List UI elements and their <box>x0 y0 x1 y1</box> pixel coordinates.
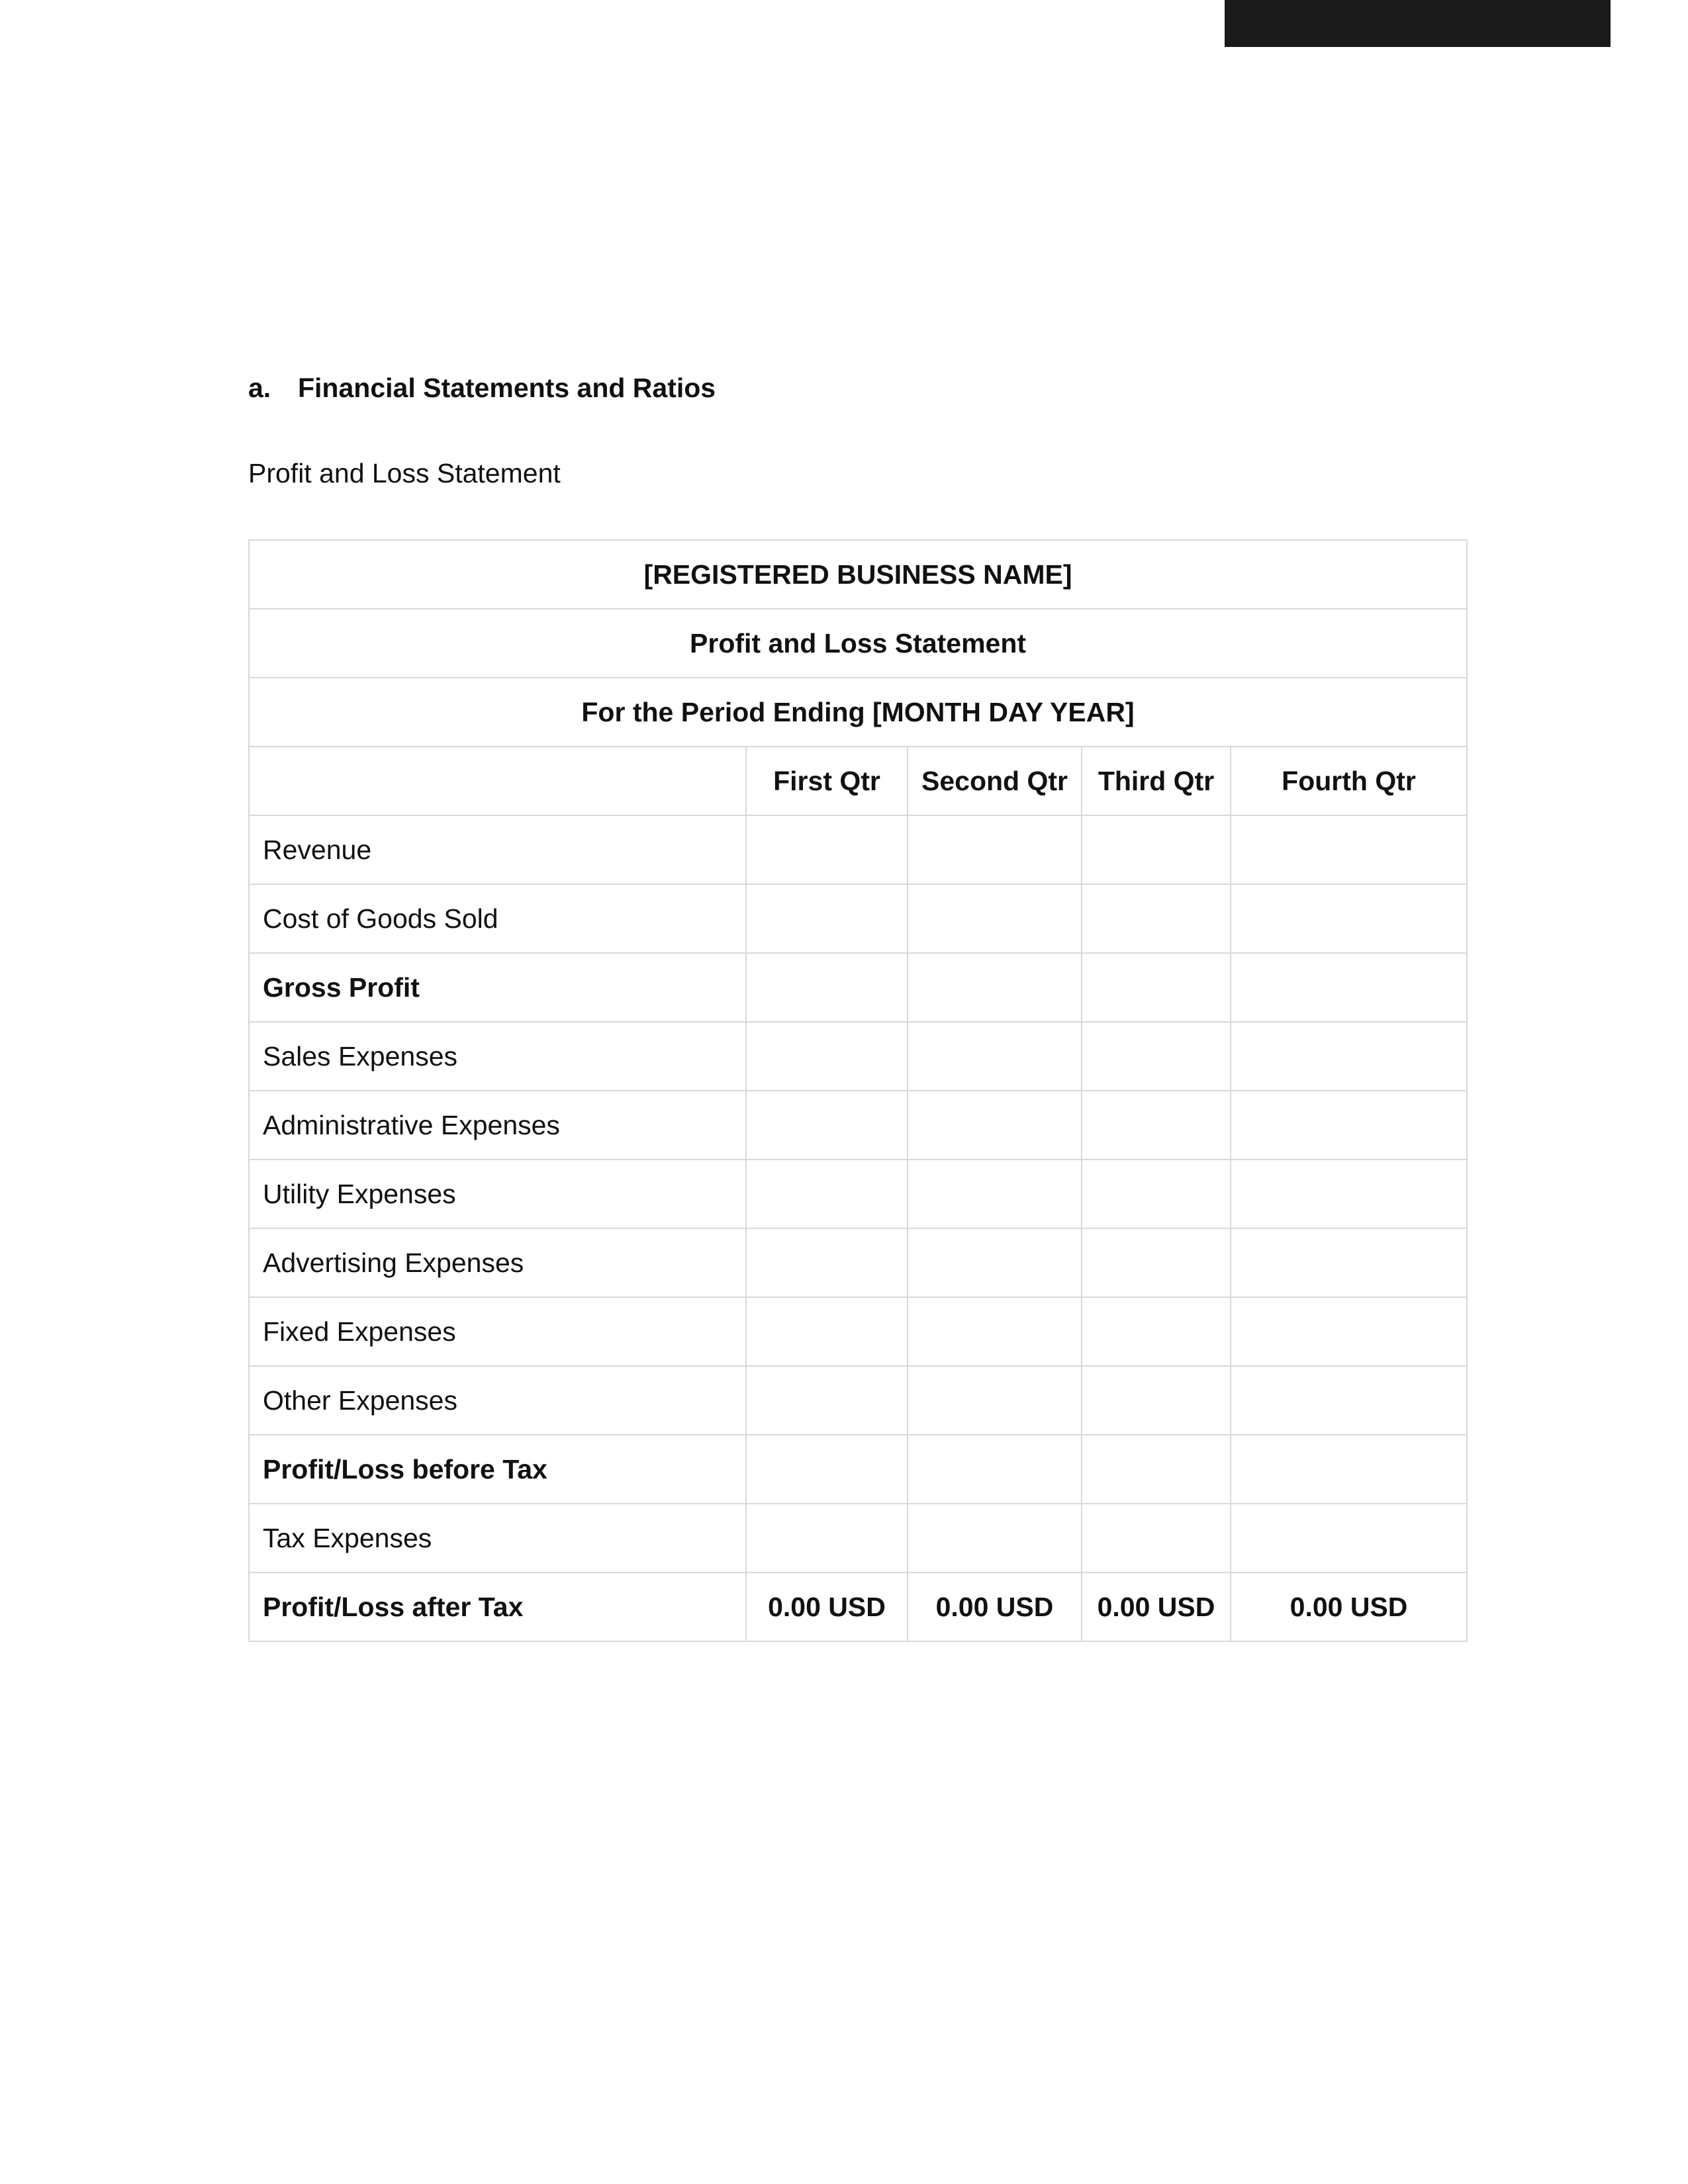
value-cell: 0.00 USD <box>746 1572 908 1641</box>
value-cell <box>746 1504 908 1572</box>
value-cell <box>1082 1297 1231 1366</box>
row-label: Profit/Loss before Tax <box>249 1435 746 1504</box>
table-row <box>249 1022 1467 1091</box>
table-row <box>249 1091 1467 1160</box>
value-cell <box>1082 1504 1231 1572</box>
column-header-blank <box>249 747 746 815</box>
value-cell <box>746 1297 908 1366</box>
value-cell <box>1082 1366 1231 1435</box>
value-cell <box>1082 815 1231 884</box>
table-row <box>249 1435 1467 1504</box>
table-title-row <box>249 540 1467 609</box>
value-cell: 0.00 USD <box>1082 1572 1231 1641</box>
column-header-fourth-qtr: Fourth Qtr <box>1231 747 1467 815</box>
section-title: Financial Statements and Ratios <box>298 373 716 403</box>
row-label: Other Expenses <box>249 1366 746 1435</box>
table-title-row <box>249 609 1467 678</box>
section-marker: a. <box>248 373 271 403</box>
value-cell <box>1231 1435 1467 1504</box>
value-cell <box>746 1228 908 1297</box>
row-label: Cost of Goods Sold <box>249 884 746 953</box>
value-cell: 0.00 USD <box>908 1572 1082 1641</box>
value-cell <box>1231 953 1467 1022</box>
value-cell <box>746 1022 908 1091</box>
value-cell <box>1231 1160 1467 1228</box>
row-label: Fixed Expenses <box>249 1297 746 1366</box>
value-cell <box>908 1435 1082 1504</box>
table-row <box>249 815 1467 884</box>
table-title-row <box>249 678 1467 747</box>
row-label: Gross Profit <box>249 953 746 1022</box>
period-cell: For the Period Ending [MONTH DAY YEAR] <box>249 678 1467 747</box>
value-cell <box>908 1297 1082 1366</box>
table-row <box>249 1366 1467 1435</box>
row-label: Utility Expenses <box>249 1160 746 1228</box>
value-cell <box>1231 1366 1467 1435</box>
value-cell <box>908 815 1082 884</box>
value-cell <box>908 953 1082 1022</box>
column-header-first-qtr: First Qtr <box>746 747 908 815</box>
value-cell <box>908 1091 1082 1160</box>
header-bar <box>1225 0 1611 47</box>
row-label: Profit/Loss after Tax <box>249 1572 746 1641</box>
row-label: Administrative Expenses <box>249 1091 746 1160</box>
table-row <box>249 953 1467 1022</box>
column-header-third-qtr: Third Qtr <box>1082 747 1231 815</box>
value-cell <box>746 1435 908 1504</box>
row-label: Revenue <box>249 815 746 884</box>
value-cell <box>1231 1228 1467 1297</box>
table-row <box>249 884 1467 953</box>
value-cell <box>1082 1160 1231 1228</box>
table-row <box>249 1160 1467 1228</box>
value-cell <box>746 815 908 884</box>
value-cell: 0.00 USD <box>1231 1572 1467 1641</box>
value-cell <box>1231 884 1467 953</box>
value-cell <box>1082 1435 1231 1504</box>
value-cell <box>1231 815 1467 884</box>
row-label: Tax Expenses <box>249 1504 746 1572</box>
section-heading <box>248 367 716 408</box>
row-label: Advertising Expenses <box>249 1228 746 1297</box>
table-row <box>249 1228 1467 1297</box>
table-row <box>249 1297 1467 1366</box>
value-cell <box>1082 953 1231 1022</box>
table-row <box>249 1504 1467 1572</box>
value-cell <box>1231 1022 1467 1091</box>
value-cell <box>746 1091 908 1160</box>
value-cell <box>1231 1297 1467 1366</box>
value-cell <box>1082 884 1231 953</box>
value-cell <box>908 1022 1082 1091</box>
value-cell <box>908 1228 1082 1297</box>
row-label: Sales Expenses <box>249 1022 746 1091</box>
statement-title-cell: Profit and Loss Statement <box>249 609 1467 678</box>
value-cell <box>746 953 908 1022</box>
statement-subheading: Profit and Loss Statement <box>248 458 561 488</box>
value-cell <box>1231 1091 1467 1160</box>
column-header-second-qtr: Second Qtr <box>908 747 1082 815</box>
value-cell <box>908 1160 1082 1228</box>
business-name-cell: [REGISTERED BUSINESS NAME] <box>249 540 1467 609</box>
table-row <box>249 1572 1467 1641</box>
value-cell <box>746 884 908 953</box>
value-cell <box>1082 1091 1231 1160</box>
value-cell <box>908 1366 1082 1435</box>
profit-loss-table <box>248 539 1468 1642</box>
value-cell <box>908 884 1082 953</box>
value-cell <box>908 1504 1082 1572</box>
column-header-row <box>249 747 1467 815</box>
value-cell <box>746 1160 908 1228</box>
value-cell <box>1231 1504 1467 1572</box>
value-cell <box>1082 1228 1231 1297</box>
value-cell <box>1082 1022 1231 1091</box>
value-cell <box>746 1366 908 1435</box>
